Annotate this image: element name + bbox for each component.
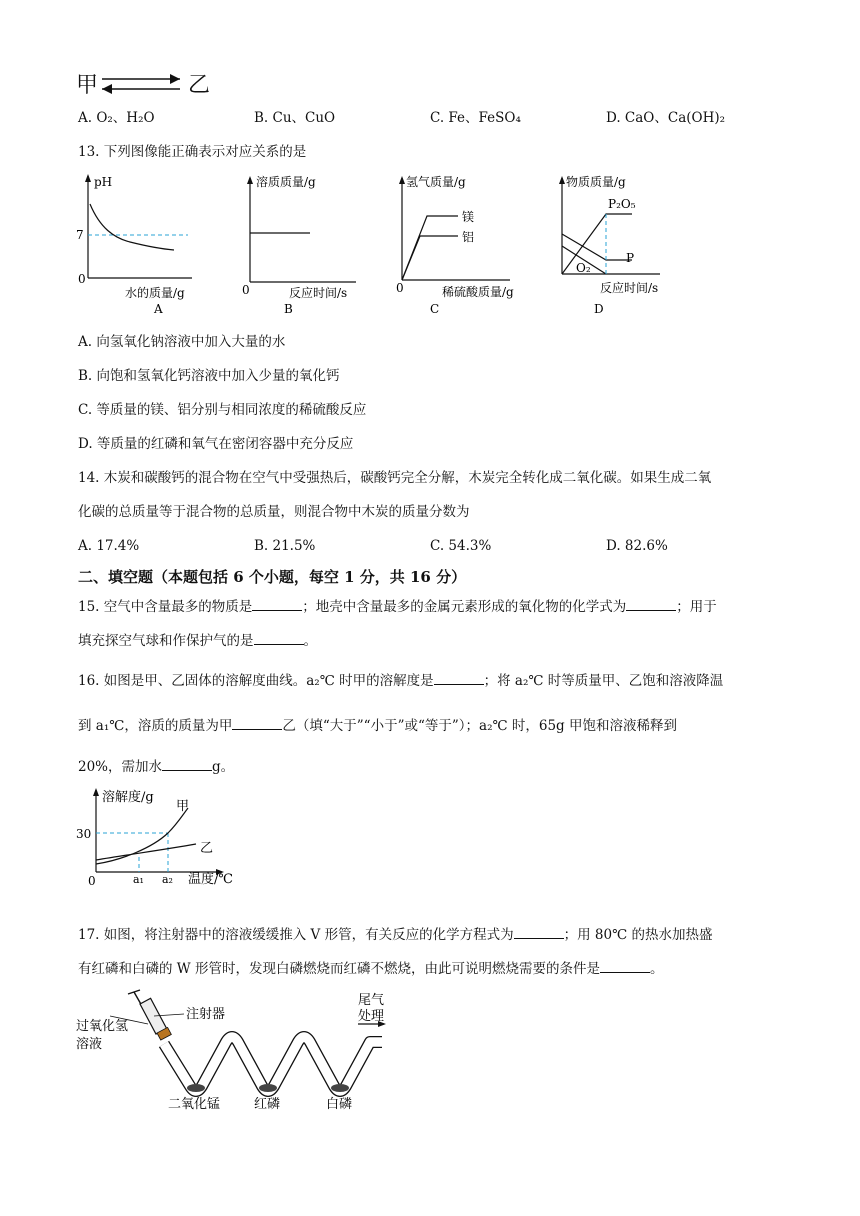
q13-option-b: B. 向饱和氢氧化钙溶液中加入少量的氧化钙 <box>78 368 340 384</box>
label-tail-gas-1: 尾气 <box>358 993 385 1008</box>
graph-b <box>242 174 356 316</box>
q16-graph-a1: a₁ <box>133 873 144 886</box>
graph-c-xlabel: 稀硫酸质量/g <box>442 285 514 299</box>
section-heading: 二、填空题（本题包括 6 个小题，每空 1 分，共 16 分） <box>78 568 467 586</box>
q16-text-3a: 20%，需加水 <box>78 759 163 775</box>
q16-blank-1 <box>434 670 484 685</box>
graph-c-curve-al: 铝 <box>462 230 475 244</box>
graph-c <box>396 174 514 316</box>
q15-text-1b: ；地壳中含量最多的金属元素形成的氧化物的化学式为 <box>302 599 627 615</box>
q15-text-2a: 填充探空气球和作保护气的是 <box>78 633 254 649</box>
graph-d-curve-p2o5: P₂O₅ <box>608 197 636 211</box>
q13-stem: 13. 下列图像能正确表示对应关系的是 <box>78 144 307 160</box>
graph-c-caption: C <box>430 302 440 316</box>
q16-line-2 <box>78 715 677 736</box>
q16-text-3b: g。 <box>212 759 235 775</box>
q13-option-d: D. 等质量的红磷和氧气在密闭容器中充分反应 <box>78 436 354 452</box>
q16-graph-curve-yi: 乙 <box>200 841 214 856</box>
graph-b-ylabel: 溶质质量/g <box>256 175 316 189</box>
graph-d-curve-o2: O₂ <box>576 261 591 275</box>
q17-apparatus <box>76 986 396 1116</box>
q15-blank-2 <box>626 596 676 611</box>
q13-option-c: C. 等质量的镁、铝分别与相同浓度的稀硫酸反应 <box>78 402 367 418</box>
q16-graph-tick-30: 30 <box>76 827 92 841</box>
q16-line-3 <box>78 756 234 777</box>
q12-option-a: A. O₂、H₂O <box>78 110 155 126</box>
q17-text-2b: 。 <box>649 961 664 977</box>
q17-text-1b: ；用 80℃ 的热水加热盛 <box>563 927 713 943</box>
q15-text-1a: 15. 空气中含量最多的物质是 <box>78 599 253 615</box>
label-syringe: 注射器 <box>186 1007 226 1022</box>
label-h2o2-2: 溶液 <box>76 1037 103 1052</box>
graph-a-ylabel: pH <box>94 175 113 189</box>
q17-text-1a: 17. 如图，将注射器中的溶液缓缓推入 V 形管，有关反应的化学方程式为 <box>78 927 514 943</box>
graph-b-origin: 0 <box>242 283 250 297</box>
graph-a-origin: 0 <box>78 272 86 286</box>
q14-option-c: C. 54.3% <box>430 538 492 554</box>
q17-text-2a: 有红磷和白磷的 W 形管时，发现白磷燃烧而红磷不燃烧，由此可说明燃烧需要的条件是 <box>78 961 600 977</box>
q16-graph-a2: a₂ <box>162 873 173 886</box>
q12-left: 甲 <box>76 73 99 98</box>
double-arrow-icon <box>100 72 182 96</box>
q15-text-1c: ；用于 <box>676 599 717 615</box>
q14-option-a: A. 17.4% <box>78 538 140 554</box>
label-white-phosphorus: 白磷 <box>326 1097 353 1112</box>
q16-graph-ylabel: 溶解度/g <box>102 790 154 805</box>
q17-line-2 <box>78 958 663 979</box>
q16-blank-3 <box>162 756 212 771</box>
w-tube <box>164 1037 382 1092</box>
graph-a <box>76 174 192 316</box>
label-tail-gas-2: 处理 <box>358 1009 385 1024</box>
q17-blank-2 <box>600 958 650 973</box>
graph-c-origin: 0 <box>396 281 404 295</box>
q16-graph-xlabel: 温度/℃ <box>188 872 233 886</box>
label-red-phosphorus: 红磷 <box>254 1097 281 1112</box>
q16-text-1a: 16. 如图是甲、乙固体的溶解度曲线。a₂℃ 时甲的溶解度是 <box>78 673 434 689</box>
q15-blank-3 <box>254 630 304 645</box>
graph-a-xlabel: 水的质量/g <box>125 286 185 300</box>
q16-blank-2 <box>232 715 282 730</box>
q15-line-2 <box>78 630 317 651</box>
graph-d-curve-p: P <box>626 251 635 265</box>
label-h2o2-1: 过氧化氢 <box>76 1019 129 1034</box>
q15-line-1 <box>78 596 717 617</box>
q13-graphs <box>70 168 690 320</box>
q12-option-d: D. CaO、Ca(OH)₂ <box>606 110 726 126</box>
graph-c-ylabel: 氢气质量/g <box>406 175 466 189</box>
graph-b-caption: B <box>284 302 293 316</box>
q17-blank-1 <box>514 924 564 939</box>
q12-option-b: B. Cu、CuO <box>254 110 336 126</box>
graph-c-curve-mg: 镁 <box>462 210 475 224</box>
graph-d-xlabel: 反应时间/s <box>600 281 659 295</box>
q16-text-1b: ；将 a₂℃ 时等质量甲、乙饱和溶液降温 <box>483 673 724 689</box>
q16-text-2b: 乙（填“大于”“小于”或“等于”）；a₂℃ 时，65g 甲饱和溶液稀释到 <box>282 718 677 734</box>
graph-a-tick-7: 7 <box>76 228 84 242</box>
q16-graph-origin: 0 <box>88 874 96 886</box>
q14-option-d: D. 82.6% <box>606 538 668 554</box>
q14-option-b: B. 21.5% <box>254 538 316 554</box>
q16-graph-curve-jia: 甲 <box>176 799 190 814</box>
q13-option-a: A. 向氢氧化钠溶液中加入大量的水 <box>78 334 286 350</box>
label-mno2: 二氧化锰 <box>168 1097 221 1112</box>
q12-cycle <box>76 68 226 100</box>
q14-line-1: 14. 木炭和碳酸钙的混合物在空气中受强热后，碳酸钙完全分解，木炭完全转化成二氧化碳。如果生成二氧 <box>78 470 712 486</box>
graph-d-ylabel: 物质质量/g <box>566 175 626 189</box>
q17-line-1 <box>78 924 712 945</box>
q15-blank-1 <box>252 596 302 611</box>
graph-d-caption: D <box>594 302 604 316</box>
graph-d <box>559 174 660 316</box>
q16-text-2a: 到 a₁℃，溶质的质量为甲 <box>78 718 233 734</box>
graph-a-caption: A <box>154 302 163 316</box>
q12-option-c: C. Fe、FeSO₄ <box>430 110 521 126</box>
graph-b-xlabel: 反应时间/s <box>289 286 348 300</box>
q14-line-2: 化碳的总质量等于混合物的总质量，则混合物中木炭的质量分数为 <box>78 504 470 520</box>
q16-line-1 <box>78 670 723 691</box>
q16-solubility-graph <box>72 784 272 886</box>
q12-right: 乙 <box>188 73 211 98</box>
q15-text-2b: 。 <box>303 633 317 649</box>
